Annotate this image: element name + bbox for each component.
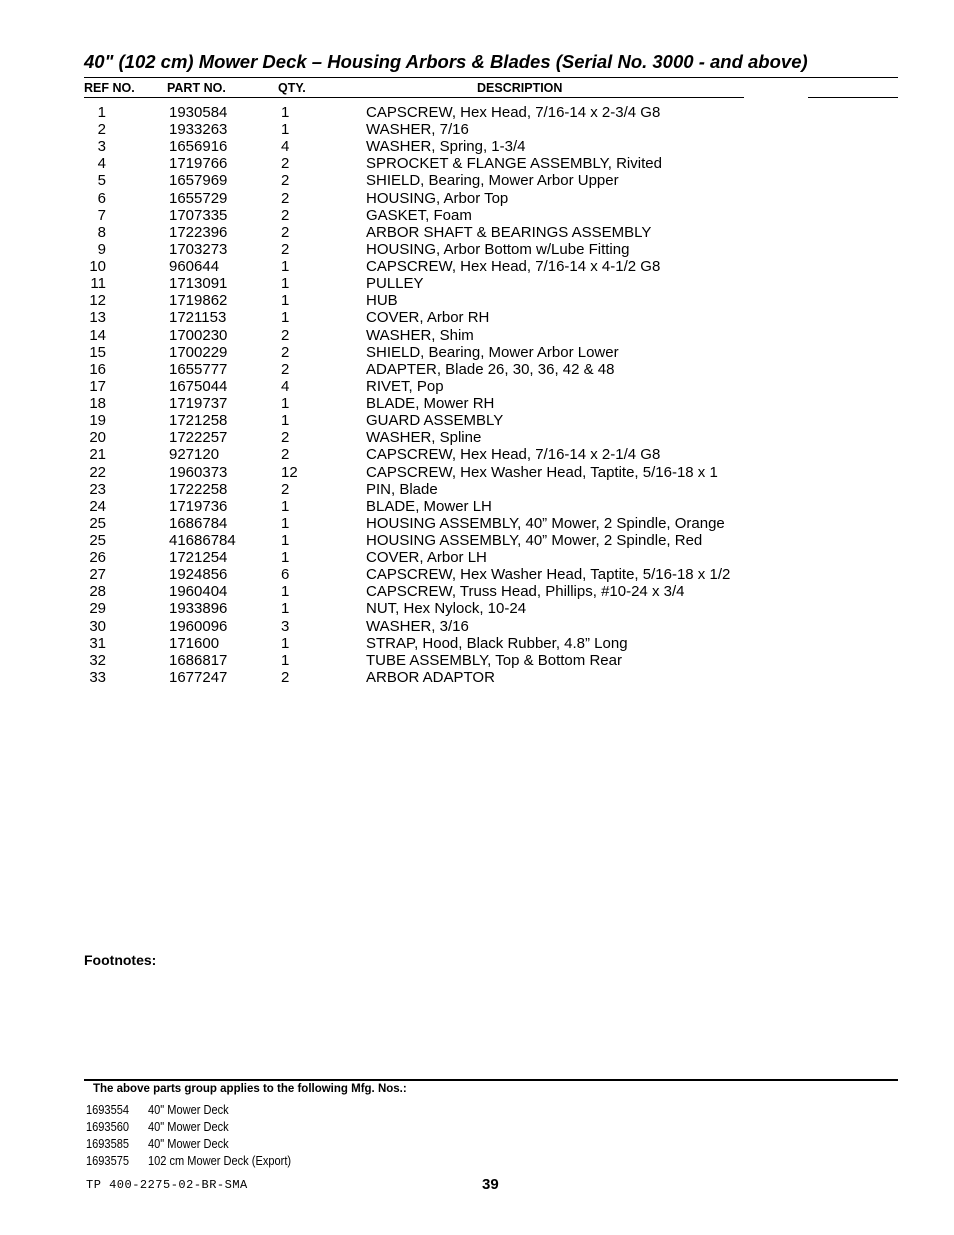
part-no-cell: 1721153 [169, 309, 227, 327]
ref-no-cell: 11 [90, 275, 106, 293]
description-cell: ADAPTER, Blade 26, 30, 36, 42 & 48 [366, 360, 615, 378]
ref-no-cell: 14 [89, 326, 106, 344]
qty-cell: 2 [281, 155, 290, 173]
mfg-number: 1693560 [86, 1119, 130, 1134]
table-row [0, 498, 954, 515]
ref-no-cell: 2 [97, 121, 106, 139]
qty-cell: 2 [281, 480, 290, 498]
part-no-cell: 1960096 [169, 617, 228, 635]
table-row [0, 190, 954, 207]
table-row [0, 652, 954, 669]
part-no-cell: 1686817 [169, 651, 228, 669]
table-row [0, 515, 954, 532]
qty-cell: 1 [281, 309, 290, 327]
qty-cell: 4 [281, 377, 290, 395]
part-no-cell: 1930584 [169, 104, 228, 121]
part-no-cell: 1933896 [169, 600, 228, 618]
qty-cell: 1 [281, 275, 290, 293]
ref-no-cell: 30 [89, 617, 106, 635]
qty-cell: 2 [281, 172, 290, 190]
part-no-cell: 1960373 [169, 463, 228, 481]
mfg-description: 102 cm Mower Deck (Export) [148, 1153, 292, 1168]
part-no-cell: 1924856 [169, 566, 228, 584]
ref-no-cell: 6 [97, 189, 106, 207]
table-row [0, 464, 954, 481]
part-no-cell: 1719736 [169, 497, 228, 515]
qty-cell: 2 [281, 206, 290, 224]
ref-no-cell: 15 [89, 343, 106, 361]
mfg-number: 1693585 [86, 1136, 130, 1151]
part-no-cell: 1675044 [169, 377, 228, 395]
part-no-cell: 1655729 [169, 189, 228, 207]
header-rule [84, 97, 744, 98]
mfg-description: 40" Mower Deck [148, 1102, 229, 1117]
table-row [0, 292, 954, 309]
mfg-number: 1693575 [86, 1153, 130, 1168]
part-no-cell: 1722257 [169, 429, 228, 447]
ref-no-cell: 9 [97, 240, 106, 258]
qty-cell: 2 [281, 668, 290, 686]
table-row [0, 104, 954, 121]
table-row [0, 361, 954, 378]
mfg-row [0, 1119, 954, 1136]
table-row [0, 172, 954, 189]
description-cell: HUB [366, 292, 398, 310]
table-row [0, 669, 954, 686]
part-no-cell: 1933263 [169, 121, 228, 139]
mfg-description: 40" Mower Deck [148, 1119, 229, 1134]
table-row [0, 618, 954, 635]
header-rule-right [808, 97, 898, 98]
ref-no-cell: 8 [97, 223, 106, 241]
description-cell: CAPSCREW, Hex Head, 7/16-14 x 4-1/2 G8 [366, 258, 661, 276]
part-no-cell: 1700230 [169, 326, 228, 344]
description-cell: HOUSING, Arbor Bottom w/Lube Fitting [366, 240, 630, 258]
table-row [0, 241, 954, 258]
ref-no-cell: 25 [89, 532, 106, 549]
qty-cell: 12 [281, 463, 298, 481]
table-row [0, 344, 954, 361]
description-cell: HOUSING ASSEMBLY, 40” Mower, 2 Spindle, Orange [366, 514, 725, 532]
table-row [0, 395, 954, 412]
ref-no-cell: 12 [89, 292, 106, 310]
description-cell: CAPSCREW, Hex Washer Head, Taptite, 5/16-18 x 1/2 [366, 566, 731, 584]
qty-cell: 1 [281, 514, 290, 532]
description-cell: PULLEY [366, 275, 424, 293]
table-row [0, 224, 954, 241]
part-no-cell: 1722396 [169, 223, 228, 241]
description-cell: CAPSCREW, Hex Head, 7/16-14 x 2-1/4 G8 [366, 446, 661, 464]
part-no-cell: 171600 [169, 634, 220, 652]
part-no-cell: 1719766 [169, 155, 228, 173]
part-no-cell: 1657969 [169, 172, 228, 190]
ref-no-cell: 16 [89, 360, 106, 378]
part-no-cell: 1655777 [169, 360, 228, 378]
part-no-cell: 1719737 [169, 395, 228, 413]
col-description: DESCRIPTION [477, 81, 563, 95]
mfg-row [0, 1102, 954, 1119]
table-row [0, 309, 954, 326]
part-no-cell: 927120 [169, 446, 220, 464]
table-row [0, 258, 954, 275]
mfg-number: 1693554 [86, 1102, 130, 1117]
ref-no-cell: 4 [97, 155, 106, 173]
col-part-no: PART NO. [167, 81, 226, 95]
qty-cell: 2 [281, 223, 290, 241]
qty-cell: 2 [281, 343, 290, 361]
qty-cell: 2 [281, 240, 290, 258]
ref-no-cell: 31 [89, 634, 106, 652]
part-no-cell: 1677247 [169, 668, 228, 686]
qty-cell: 1 [281, 258, 290, 276]
part-no-cell: 1700229 [169, 343, 228, 361]
description-cell: CAPSCREW, Hex Head, 7/16-14 x 2-3/4 G8 [366, 104, 661, 121]
ref-no-cell: 24 [89, 497, 106, 515]
qty-cell: 4 [281, 138, 290, 156]
qty-cell: 2 [281, 189, 290, 207]
table-row [0, 635, 954, 652]
qty-cell: 1 [281, 412, 290, 430]
ref-no-cell: 18 [89, 395, 106, 413]
qty-cell: 2 [281, 360, 290, 378]
qty-cell: 1 [281, 532, 290, 549]
description-cell: COVER, Arbor LH [366, 549, 487, 567]
table-row [0, 429, 954, 446]
table-row [0, 378, 954, 395]
ref-no-cell: 7 [97, 206, 106, 224]
table-row [0, 412, 954, 429]
col-qty: QTY. [278, 81, 306, 95]
qty-cell: 1 [281, 121, 290, 139]
col-ref-no: REF NO. [84, 81, 135, 95]
page-number: 39 [482, 1176, 499, 1193]
table-row [0, 532, 954, 549]
ref-no-cell: 10 [89, 258, 106, 276]
mfg-description: 40" Mower Deck [148, 1136, 229, 1151]
qty-cell: 1 [281, 651, 290, 669]
description-cell: TUBE ASSEMBLY, Top & Bottom Rear [366, 651, 622, 669]
description-cell: ARBOR ADAPTOR [366, 668, 495, 686]
description-cell: GASKET, Foam [366, 206, 472, 224]
qty-cell: 2 [281, 446, 290, 464]
qty-cell: 1 [281, 104, 290, 121]
part-no-cell: 1721254 [169, 549, 228, 567]
qty-cell: 2 [281, 429, 290, 447]
ref-no-cell: 26 [89, 549, 106, 567]
description-cell: STRAP, Hood, Black Rubber, 4.8” Long [366, 634, 628, 652]
description-cell: SPROCKET & FLANGE ASSEMBLY, Rivited [366, 155, 662, 173]
qty-cell: 1 [281, 395, 290, 413]
description-cell: HOUSING ASSEMBLY, 40” Mower, 2 Spindle, Red [366, 532, 703, 549]
qty-cell: 3 [281, 617, 290, 635]
table-row [0, 566, 954, 583]
ref-no-cell: 1 [97, 104, 106, 121]
description-cell: WASHER, 3/16 [366, 617, 469, 635]
ref-no-cell: 17 [89, 377, 106, 395]
description-cell: BLADE, Mower RH [366, 395, 495, 413]
part-no-cell: 1719862 [169, 292, 228, 310]
part-no-cell: 1707335 [169, 206, 228, 224]
title-rule [84, 77, 898, 78]
table-row [0, 583, 954, 600]
description-cell: PIN, Blade [366, 480, 438, 498]
description-cell: NUT, Hex Nylock, 10-24 [366, 600, 527, 618]
ref-no-cell: 27 [89, 566, 106, 584]
description-cell: GUARD ASSEMBLY [366, 412, 504, 430]
part-no-cell: 1703273 [169, 240, 228, 258]
table-row [0, 275, 954, 292]
ref-no-cell: 28 [89, 583, 106, 601]
document-number: TP 400-2275-02-BR-SMA [86, 1178, 248, 1192]
mfg-row [0, 1136, 954, 1153]
ref-no-cell: 22 [89, 463, 106, 481]
part-no-cell: 1713091 [169, 275, 228, 293]
part-no-cell: 1656916 [169, 138, 228, 156]
description-cell: WASHER, 7/16 [366, 121, 469, 139]
table-row [0, 121, 954, 138]
ref-no-cell: 29 [89, 600, 106, 618]
description-cell: WASHER, Spline [366, 429, 482, 447]
part-no-cell: 41686784 [169, 532, 236, 549]
table-row [0, 207, 954, 224]
qty-cell: 2 [281, 326, 290, 344]
qty-cell: 6 [281, 566, 290, 584]
qty-cell: 1 [281, 292, 290, 310]
description-cell: CAPSCREW, Hex Washer Head, Taptite, 5/16-18 x 1 [366, 463, 718, 481]
qty-cell: 1 [281, 600, 290, 618]
table-row [0, 155, 954, 172]
page-title: 40" (102 cm) Mower Deck – Housing Arbors & Blades (Serial No. 3000 - and above) [84, 51, 808, 72]
description-cell: ARBOR SHAFT & BEARINGS ASSEMBLY [366, 223, 652, 241]
part-no-cell: 1721258 [169, 412, 228, 430]
footnotes-label: Footnotes: [84, 952, 157, 968]
description-cell: CAPSCREW, Truss Head, Phillips, #10-24 x 3/4 [366, 583, 685, 601]
ref-no-cell: 20 [89, 429, 106, 447]
description-cell: WASHER, Shim [366, 326, 474, 344]
ref-no-cell: 19 [89, 412, 106, 430]
mfg-rule [84, 1079, 898, 1081]
part-no-cell: 1686784 [169, 514, 228, 532]
applies-label: The above parts group applies to the following Mfg. Nos.: [93, 1083, 407, 1095]
ref-no-cell: 23 [89, 480, 106, 498]
mfg-row [0, 1153, 954, 1170]
qty-cell: 1 [281, 634, 290, 652]
qty-cell: 1 [281, 497, 290, 515]
part-no-cell: 960644 [169, 258, 220, 276]
description-cell: SHIELD, Bearing, Mower Arbor Upper [366, 172, 619, 190]
description-cell: HOUSING, Arbor Top [366, 189, 509, 207]
ref-no-cell: 5 [97, 172, 106, 190]
ref-no-cell: 3 [97, 138, 106, 156]
description-cell: COVER, Arbor RH [366, 309, 490, 327]
description-cell: WASHER, Spring, 1-3/4 [366, 138, 526, 156]
table-row [0, 549, 954, 566]
description-cell: SHIELD, Bearing, Mower Arbor Lower [366, 343, 619, 361]
ref-no-cell: 33 [89, 668, 106, 686]
part-no-cell: 1960404 [169, 583, 228, 601]
qty-cell: 1 [281, 583, 290, 601]
qty-cell: 1 [281, 549, 290, 567]
table-row [0, 600, 954, 617]
table-row [0, 481, 954, 498]
description-cell: RIVET, Pop [366, 377, 444, 395]
ref-no-cell: 25 [89, 514, 106, 532]
description-cell: BLADE, Mower LH [366, 497, 492, 515]
part-no-cell: 1722258 [169, 480, 228, 498]
table-row [0, 327, 954, 344]
ref-no-cell: 32 [89, 651, 106, 669]
ref-no-cell: 21 [89, 446, 106, 464]
ref-no-cell: 13 [89, 309, 106, 327]
table-row [0, 446, 954, 463]
table-row [0, 138, 954, 155]
